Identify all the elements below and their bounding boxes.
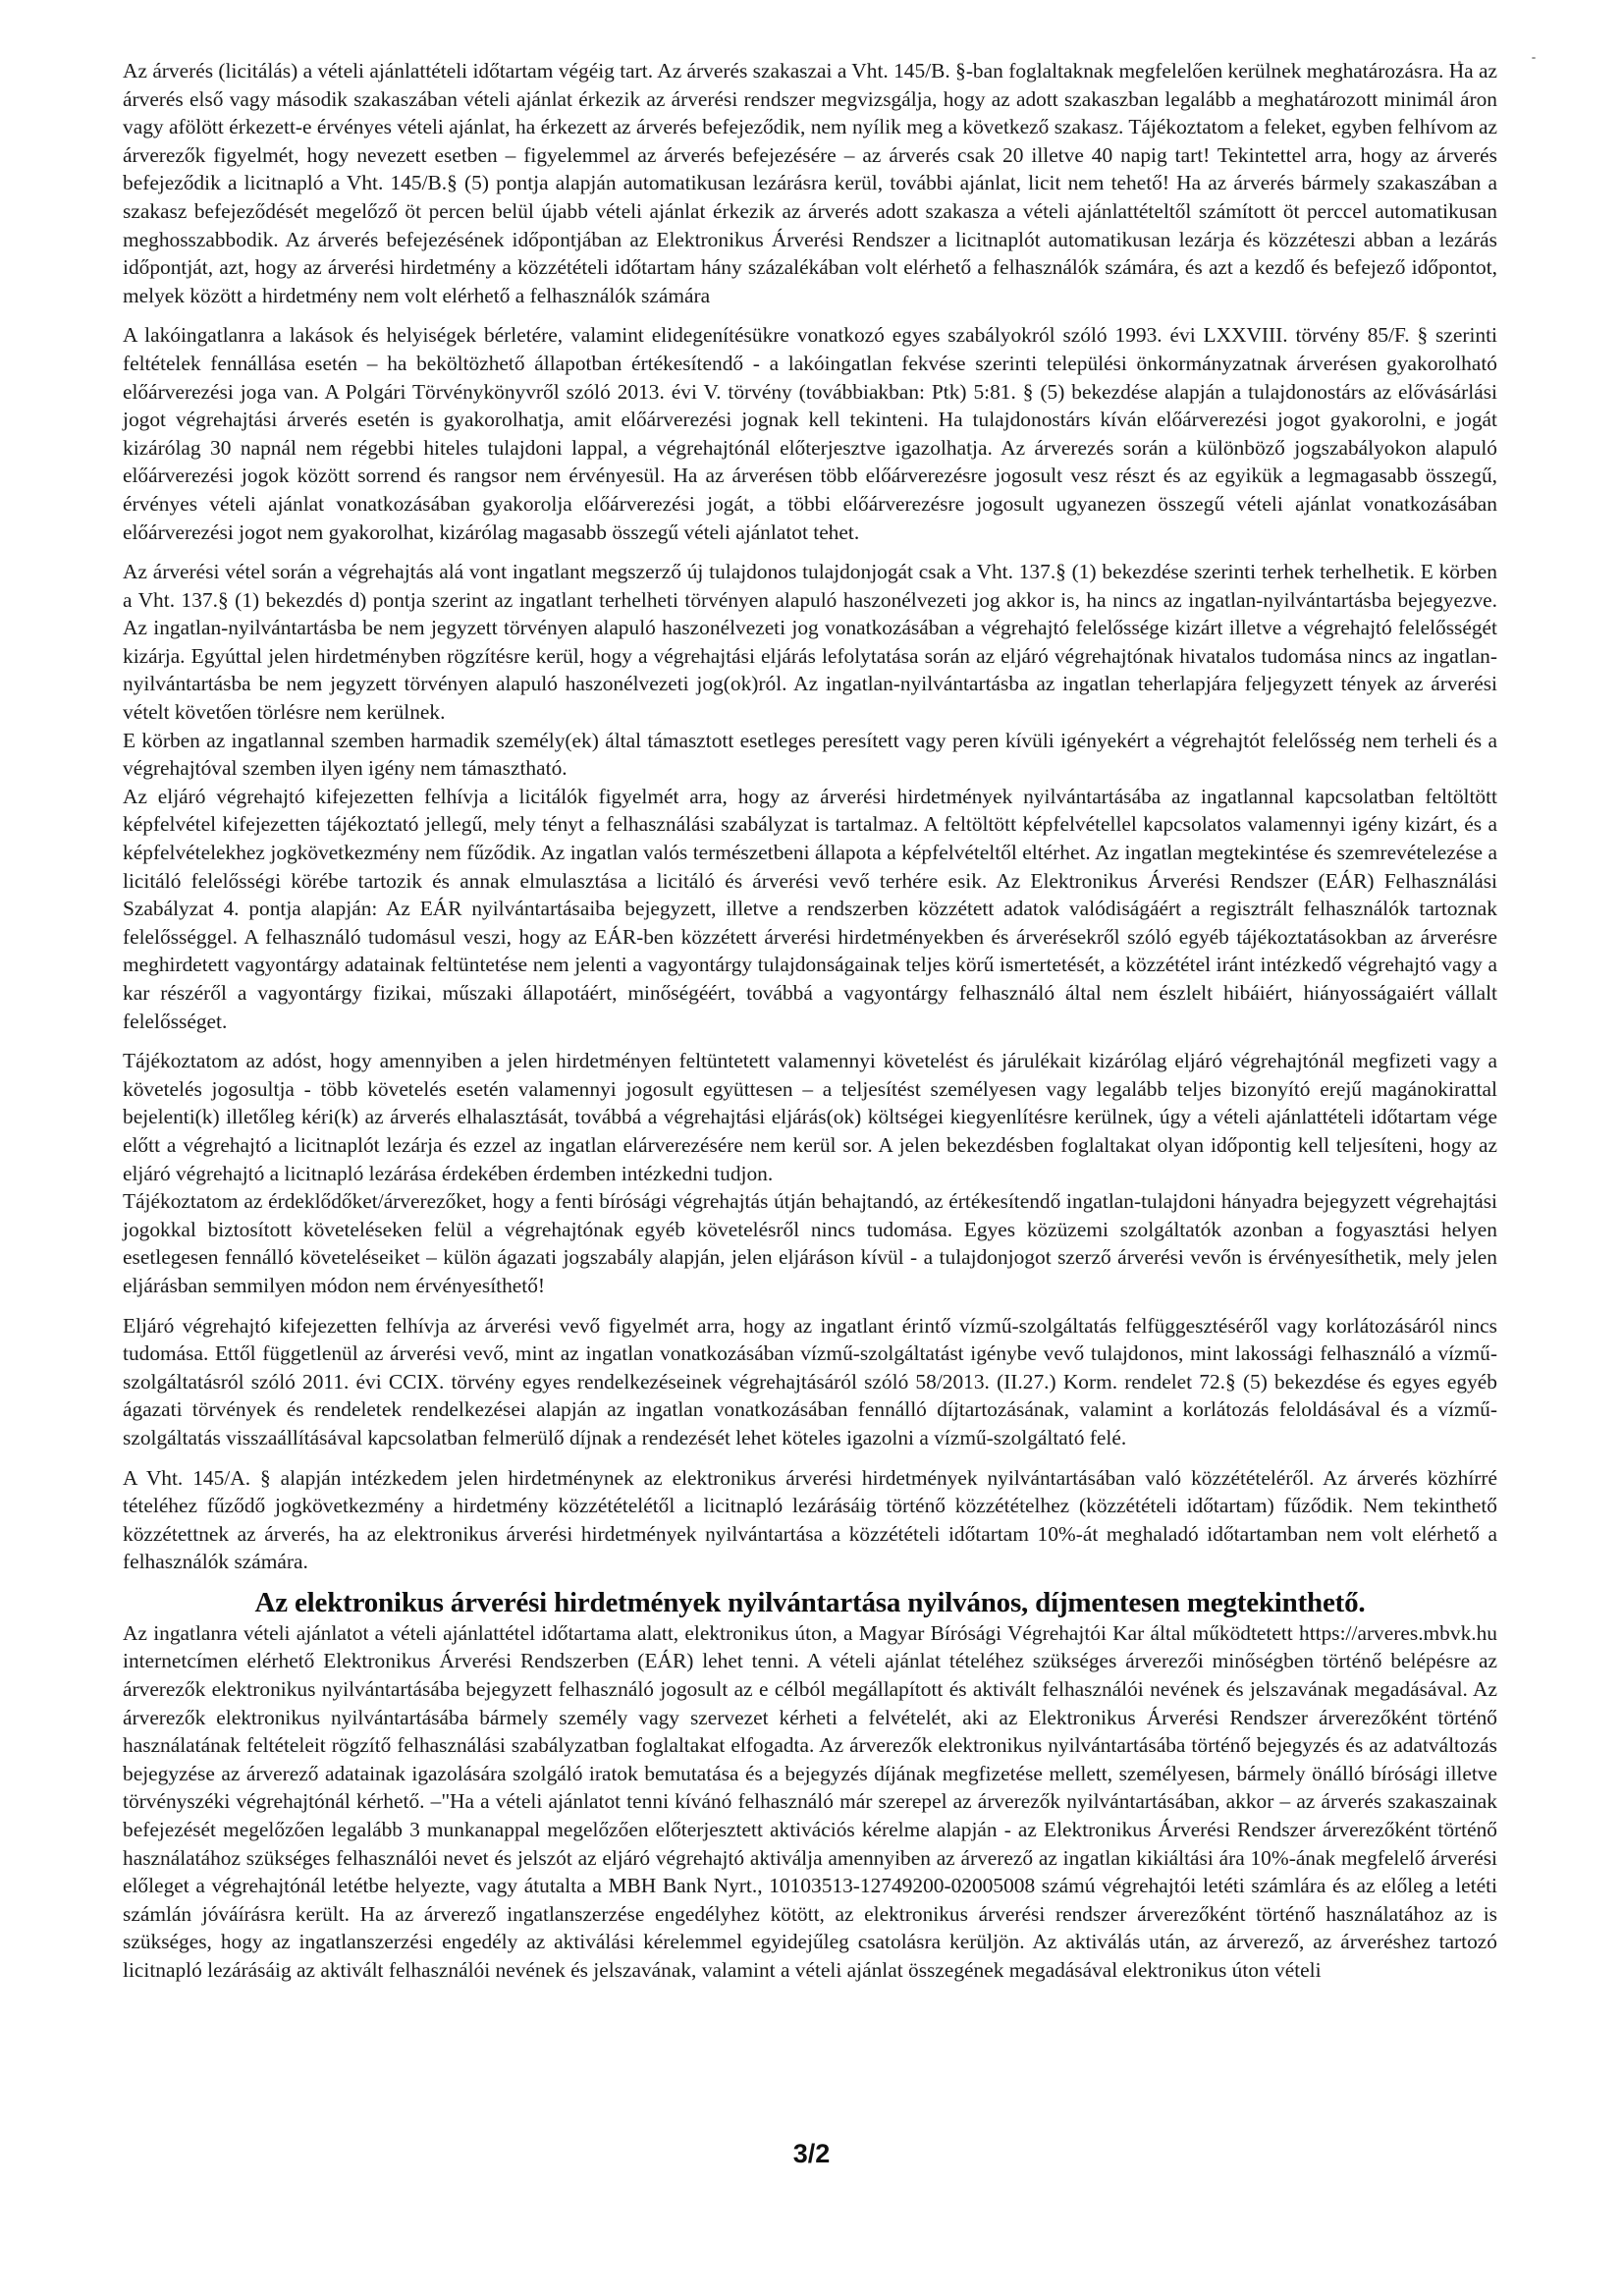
paragraph-third-party-claims: E körben az ingatlannal szemben harmadik személy(ek) által támasztott esetleges peresített vagy peren kívüli igényekért a végrehajtót felelősség nem terheli és a végrehajtóval szemben ilyen igény nem támasztható.	[123, 728, 1497, 781]
paragraph-utility-claims: Tájékoztatom az érdeklődőket/árverezőket, hogy a fenti bírósági végrehajtás útján behajtandó, az értékesítendő ingatlan-tulajdoni hányadra bejegyzett végrehajtási jogokkal biztosított követeléseken felül a végrehajtónak egyéb követelésről nincs tudomása. Egyes közüzemi szolgáltatók azonban a fogyasztási helyen esetlegesen fennálló követeléseiket – külön ágazati jogszabály alapján, jelen eljáráson kívül - a tulajdonjogot szerző árverési vevőn is érvényesíthetik, mely jelen eljárásban semmilyen módon nem érvényesíthető!	[123, 1189, 1497, 1297]
section-heading: Az elektronikus árverési hirdetmények nyilvántartása nyilvános, díjmentesen megtekinthető.	[254, 1586, 1366, 1618]
paragraph-encumbrances: Az árverési vétel során a végrehajtás alá vont ingatlant megszerző új tulajdonos tulajdonjogát csak a Vht. 137.§ (1) bekezdése szerinti terhek terhelhetik. E körben a Vht. 137.§ (1) bekezdés d) pontja szerint az ingatlant terhelheti törvényen alapuló haszonélvezeti jog akkor is, ha nincs az ingatlan-nyilvántartásba bejegyezve. Az ingatlan-nyilvántartásba be nem jegyzett törvényen alapuló haszonélvezeti jog vonatkozásában a végrehajtó felelőssége kizárt illetve a végrehajtó felelősségét kizárja. Egyúttal jelen hirdetményben rögzítésre kerül, hogy a végrehajtási eljárás lefolytatása során az eljáró végrehajtónak hivatalos tudomása nincs az ingatlan-nyilvántartásba be nem jegyzett törvényen alapuló haszonélvezeti jog(ok)ról. Az ingatlan-nyilvántartásba az ingatlan teherlapjára feljegyzett tények az árverési vételt követően törlésre nem kerülnek.	[123, 560, 1497, 725]
paragraph-auction-stages: Az árverés (licitálás) a vételi ajánlattételi időtartam végéig tart. Az árverés szakaszai a Vht. 145/B. §-ban foglaltaknak megfelelően kerülnek meghatározásra. Ha az árverés első vagy második szakaszában vételi ajánlat érkezik az árverési rendszer megvizsgálja, hogy az adott szakaszban legalább a meghatározott minimál áron vagy afölött érkezett-e érvényes vételi ajánlat, ha érkezett az árverés befejeződik, nem nyílik meg a következő szakasz. Tájékoztatom a feleket, egyben felhívom az árverezők figyelmét, hogy nevezett esetben – figyelemmel az árverés befejezésére – az árverés csak 20 illetve 40 napig tart! Tekintettel arra, hogy az árverés befejeződik a licitnapló a Vht. 145/B.§ (5) pontja alapján automatikusan lezárásra kerül, további ajánlat, licit nem tehető! Ha az árverés bármely szakaszában a szakasz befejeződését megelőző öt percen belül újabb vételi ajánlat érkezik az árverés adott szakasza a vételi ajánlattételtől számított öt perccel automatikusan meghosszabbodik. Az árverés befejezésének időpontjában az Elektronikus Árverési Rendszer a licitnaplót automatikusan lezárja és közzéteszi abban a lezárás időpontját, azt, hogy az árverési hirdetmény a közzétételi időtartam hány százalékában volt elérhető a felhasználók számára, és azt a kezdő és befejező időpontot, melyek között a hirdetmény nem volt elérhető a felhasználók számára	[123, 59, 1497, 307]
paragraph-photo-disclaimer: Az eljáró végrehajtó kifejezetten felhívja a licitálók figyelmét arra, hogy az árverési hirdetmények nyilvántartásába az ingatlannal kapcsolatban feltöltött képfelvétel kifejezetten tájékoztató jellegű, mely tényt a felhasználási szabályzat is tartalmaz. A feltöltött képfelvétellel kapcsolatos valamennyi igény kizárt, és a képfelvételekhez jogkövetkezmény nem fűződik. Az ingatlan valós természetbeni állapota a képfelvételtől eltérhet. Az ingatlan megtekintése és szemrevételezése a licitáló felelősségi körébe tartozik és annak elmulasztása a licitáló és árverési vevő terhére esik. Az Elektronikus Árverési Rendszer (EÁR) Felhasználási Szabályzat 4. pontja alapján: Az EÁR nyilvántartásaiba bejegyzett, illetve a rendszerben közzétett adatok valódiságáért a regisztrált felhasználók tartoznak felelősséggel. A felhasználó tudomásul veszi, hogy az EÁR-ben közzétett árverési hirdetményekben és árverésekről szóló egyéb tájékoztatásokban az árverésre meghirdetett vagyontárgy adatainak feltüntetése nem jelenti a vagyontárgy tulajdonságainak teljes körű ismertetését, a közzététel iránt intézkedő végrehajtó vagy a kar részéről a vagyontárgy fizikai, műszaki állapotáért, minőségéért, továbbá a vagyontárgy felhasználó által nem észlelt hibáiért, hiányosságaiért vállalt felelősséget.	[123, 784, 1497, 1033]
document-page	[123, 57, 1497, 1985]
paragraph-publication: A Vht. 145/A. § alapján intézkedem jelen hirdetménynek az elektronikus árverési hirdetmények nyilvántartásában való közzétételéről. Az árverés közhírré tételéhez fűződő jogkövetkezmény a hirdetmény közzétételétől a licitnapló lezárásáig történő közzétételhez (közzétételi időtartam) fűződik. Nem tekinthető közzétettnek az árverés, ha az elektronikus árverési hirdetmények nyilvántartása a közzétételi időtartam 10%-át meghaladó időtartamban nem volt elérhető a felhasználók számára.	[123, 1465, 1497, 1574]
paragraph-water-utility: Eljáró végrehajtó kifejezetten felhívja az árverési vevő figyelmét arra, hogy az ingatlant érintő vízmű-szolgáltatás felfüggesztéséről vagy korlátozásáról nincs tudomása. Ettől függetlenül az árverési vevő, mint az ingatlan vonatkozásában vízmű-szolgáltatást igénybe vevő tulajdonos, mint lakossági felhasználó a vízmű-szolgáltatásról szóló 2011. évi CCIX. törvény egyes rendelkezéseinek végrehajtásáról szóló 58/2013. (II.27.) Korm. rendelet 72.§ (5) bekezdése és egyes egyéb ágazati törvények és rendeletek rendelkezései alapján az ingatlan vonatkozásában fennálló díjtartozásának, valamint a korlátozás feloldásával és a vízmű-szolgáltatás visszaállításával kapcsolatban felmerülő díjnak a rendezését lehet köteles igazolni a vízmű-szolgáltató felé.	[123, 1313, 1497, 1449]
paragraph-electronic-bidding: Az ingatlanra vételi ajánlatot a vételi ajánlattétel időtartama alatt, elektronikus úton, a Magyar Bírósági Végrehajtói Kar által működtetett https://arveres.mbvk.hu internetcímen elérhető Elektronikus Árverési Rendszerben (EÁR) lehet tenni. A vételi ajánlat tételéhez szükséges árverezői minőségben történő belépésre az árverezők elektronikus nyilvántartásába bejegyzett felhasználó jogosult az e célból megállapított és aktivált felhasználói nevének és jelszavának megadásával. Az árverezők elektronikus nyilvántartásába bármely személy vagy szervezet kérheti a felvételét, aki az Elektronikus Árverési Rendszer árverezőként történő használatának feltételeit rögzítő felhasználási szabályzatban foglaltakat elfogadta. Az árverezők elektronikus nyilvántartásába történő bejegyzés és az adatváltozás bejegyzése az árverező adatainak igazolására szolgáló iratok bemutatása és a bejegyzés díjának megfizetése mellett, személyesen, bármely önálló bírósági illetve törvényszéki végrehajtónál kérhető. –"Ha a vételi ajánlatot tenni kívánó felhasználó már szerepel az árverezők nyilvántartásában, akkor – az árverés szakaszainak befejezését megelőzően legalább 3 munkanappal megelőzően előterjesztett aktivációs kérelme alapján - az Elektronikus Árverési Rendszer árverezőként történő használatához szükséges felhasználói nevet és jelszót az eljáró végrehajtó aktiválja amennyiben az árverező az ingatlan kikiáltási ára 10%-ának megfelelő árverési előleget a végrehajtónál letétbe helyezte, vagy átutalta a MBH Bank Nyrt., 10103513-12749200-02005008 számú végrehajtói letéti számlára és az előleg a letéti számlán jóváírásra került. Ha az árverező ingatlanszerzése engedélyhez kötött, az elektronikus árverési rendszer árverezőként történő használatához az is szükséges, hogy az ingatlanszerzési engedély az aktiválási kérelemmel egyidejűleg csatolásra kerüljön. Az aktiválás után, az árverező, az árveréshez tartozó licitnapló lezárásáig az aktivált felhasználói nevének és jelszavának, valamint a vételi ajánlat összegének megadásával elektronikus úton vételi	[123, 1620, 1497, 1982]
page-number: 3/2	[792, 2139, 831, 2168]
paragraph-pre-emption-rights: A lakóingatlanra a lakások és helyiségek bérletére, valamint elidegenítésükre vonatkozó egyes szabályokról szóló 1993. évi LXXVIII. törvény 85/F. § szerinti feltételek fennállása esetén – ha beköltözhető állapotban értékesítendő - a lakóingatlan fekvése szerinti települési önkormányzatnak árverésen gyakorolható előárverezési joga van. A Polgári Törvénykönyvről szóló 2013. évi V. törvény (továbbiakban: Ptk) 5:81. § (5) bekezdése alapján a tulajdonostárs az elővásárlási jogot végrehajtási árverés esetén is gyakorolhatja, amit előárverezési jognak kell tekinteni. Ha tulajdonostárs kíván előárverezési jogot gyakorolni, e jogát kizárólag 30 napnál nem régebbi hiteles tulajdoni lappal, a végrehajtónál előterjesztve igazolhatja. Az árverezés során a különböző jogszabályokon alapuló előárverezési jogok között sorrend és rangsor nem érvényesül. Ha az árverésen több előárverezésre jogosult vesz részt és az egyikük a legmagasabb összegű, érvényes vételi ajánlat vonatkozásában gyakorolja előárverezési jogát, a többi előárverezésre jogosult ugyanezen összegű vételi ajánlat vonatkozásában előárverezési jogot nem gyakorolhat, kizárólag magasabb összegű vételi ajánlatot tehet.	[123, 323, 1497, 544]
scan-speck	[1532, 57, 1536, 59]
paragraph-debtor-notice: Tájékoztatom az adóst, hogy amennyiben a jelen hirdetményen feltüntetett valamennyi követelést és járulékait kizárólag eljáró végrehajtónál megfizeti vagy a követelés jogosultja - több követelés esetén valamennyi jogosult együttesen – a teljesítést személyesen vagy legalább teljes bizonyító erejű magánokirattal bejelenti(k) illetőleg kéri(k) az árverés elhalasztását, továbbá a végrehajtási eljárás(ok) költségei kiegyenlítésre kerülnek, úgy a vételi ajánlattételi időtartam vége előtt a végrehajtó a licitnaplót lezárja és ezzel az ingatlan elárverezésére nem kerül sor. A jelen bekezdésben foglaltakat olyan időpontig kell teljesíteni, hogy az eljáró végrehajtó a licitnapló lezárása érdekében érdemben intézkedni tudjon.	[123, 1049, 1497, 1185]
